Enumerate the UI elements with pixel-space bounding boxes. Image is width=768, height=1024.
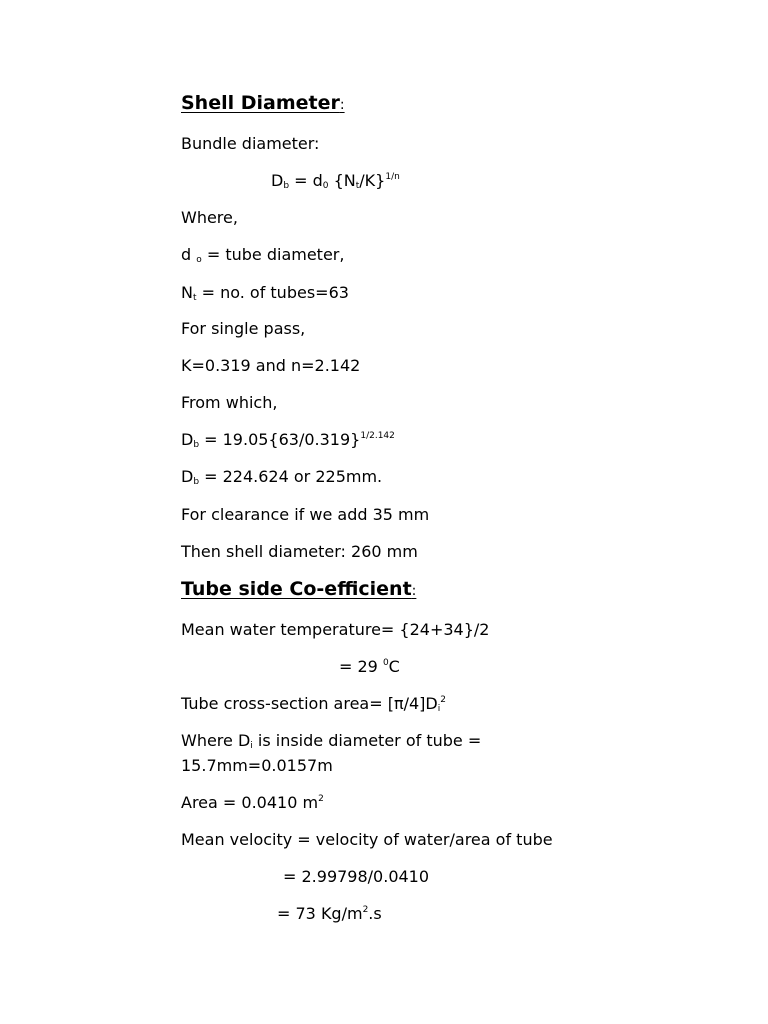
formula-subscript: t [355,181,360,191]
formula-symbol: D [271,171,284,190]
area-value [181,793,324,813]
result-text: = 73 Kg/m [277,904,363,923]
area-exponent: 2 [318,794,324,804]
symbol-text: D [181,430,194,449]
formula-text: /K} [359,171,386,190]
area-text: Area = 0.0410 m [181,793,319,812]
tube-diameter-definition [181,245,344,265]
definition-text: Where D [181,731,251,750]
degree-superscript: 0 [382,658,389,668]
definition-text: = tube diameter, [201,245,345,264]
symbol-subscript: t [192,293,197,303]
mean-temperature-result [339,657,400,677]
heading-colon: : [339,97,345,113]
cross-section-area-formula [181,694,446,714]
calculation-text: = 19.05{63/0.319} [199,430,361,449]
shell-diameter-result: Then shell diameter: 260 mm [181,542,418,561]
tube-side-heading [181,579,416,601]
inside-diameter-definition [181,731,481,751]
bundle-diameter-label: Bundle diameter: [181,134,320,153]
from-which-text: From which, [181,393,278,412]
formula-subscript: 0 [322,181,329,191]
number-of-tubes-definition [181,283,349,303]
definition-text: = no. of tubes=63 [196,283,349,302]
formula-exponent: 2 [440,695,446,705]
formula-text: {N [328,171,356,190]
formula-text: Tube cross-section area= [π/4]D [181,694,438,713]
symbol-subscript: o [196,255,202,265]
heading-text: Shell Diameter [181,92,340,114]
symbol-subscript: b [193,477,200,487]
mean-velocity-result [277,904,382,924]
clearance-text: For clearance if we add 35 mm [181,505,430,524]
symbol-text: D [181,467,194,486]
heading-text: Tube side Co-efficient [181,578,412,600]
mean-temperature-formula: Mean water temperature= {24+34}/2 [181,620,490,639]
unit-text: C [388,657,400,676]
k-n-values: K=0.319 and n=2.142 [181,356,361,375]
formula-text: = d [289,171,323,190]
mean-velocity-calculation: = 2.99798/0.0410 [283,867,430,886]
single-pass-text: For single pass, [181,319,306,338]
definition-text: is inside diameter of tube = [252,731,482,750]
mean-velocity-formula: Mean velocity = velocity of water/area of tube [181,830,553,849]
symbol-subscript: b [193,440,200,450]
bundle-diameter-result [181,467,382,487]
bundle-diameter-calculation [181,430,395,450]
symbol-subscript: i [250,741,253,751]
symbol-text: d [181,245,197,264]
unit-exponent: 2 [362,905,369,915]
where-text: Where, [181,208,238,227]
calculation-exponent: 1/2.142 [360,431,395,441]
result-text: = 29 [339,657,383,676]
formula-subscript: b [283,181,290,191]
heading-colon: : [411,583,417,599]
bundle-diameter-formula [271,171,400,191]
shell-diameter-heading [181,93,345,115]
unit-text: .s [368,904,382,923]
formula-exponent: 1/n [385,172,400,182]
result-text: = 224.624 or 225mm. [199,467,383,486]
inside-diameter-value: 15.7mm=0.0157m [181,756,333,775]
formula-subscript: i [437,704,441,714]
symbol-text: N [181,283,193,302]
